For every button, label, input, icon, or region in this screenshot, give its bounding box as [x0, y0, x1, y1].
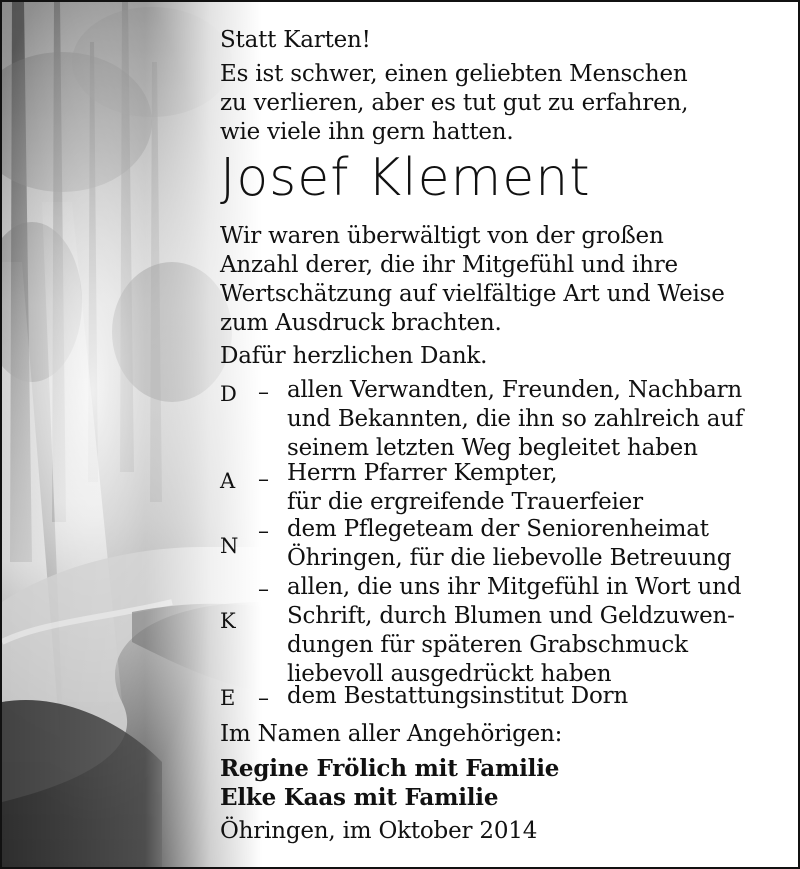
- dank-letter: E: [220, 686, 236, 710]
- dank-dash: –: [258, 577, 269, 602]
- dank-item-line: seinem letzten Weg begleitet haben: [287, 435, 698, 461]
- deceased-name: Josef Klement: [220, 148, 591, 208]
- signer: Elke Kaas mit Familie: [220, 784, 499, 811]
- dank-item-line: dem Bestattungsinstitut Dorn: [287, 683, 629, 709]
- heading-statt-karten: Statt Karten!: [220, 27, 371, 53]
- signoff-intro: Im Namen aller Angehörigen:: [220, 721, 563, 747]
- dank-letter: N: [220, 534, 239, 558]
- thanks-closing: Dafür herzlichen Dank.: [220, 343, 488, 369]
- dank-item-line: und Bekannten, die ihn so zahlreich auf: [287, 406, 744, 432]
- dank-item-line: dungen für späteren Grabschmuck: [287, 632, 688, 658]
- dank-item-line: liebevoll ausgedrückt haben: [287, 661, 612, 687]
- thanks-line: Anzahl derer, die ihr Mitgefühl und ihre: [220, 252, 678, 278]
- dank-item-line: für die ergreifende Trauerfeier: [287, 489, 643, 515]
- dank-dash: –: [258, 380, 269, 405]
- dank-letter: K: [220, 609, 236, 633]
- dank-item-line: Herrn Pfarrer Kempter,: [287, 460, 558, 486]
- dank-item-line: Öhringen, für die liebevolle Betreuung: [287, 545, 732, 571]
- dank-item-line: dem Pflegeteam der Seniorenheimat: [287, 516, 709, 542]
- dank-dash: –: [258, 686, 269, 711]
- intro-line: Es ist schwer, einen geliebten Menschen: [220, 61, 688, 87]
- dank-dash: –: [258, 467, 269, 492]
- thanks-line: Wir waren überwältigt von der großen: [220, 223, 664, 249]
- dank-letter: D: [220, 382, 237, 406]
- dank-dash: –: [258, 519, 269, 544]
- place-date: Öhringen, im Oktober 2014: [220, 818, 538, 844]
- dank-item-line: allen Verwandten, Freunden, Nachbarn: [287, 377, 743, 403]
- intro-line: wie viele ihn gern hatten.: [220, 119, 514, 145]
- thanks-line: zum Ausdruck brachten.: [220, 310, 502, 336]
- dank-item-line: allen, die uns ihr Mitgefühl in Wort und: [287, 574, 742, 600]
- dank-item-line: Schrift, durch Blumen und Geldzuwen-: [287, 603, 735, 629]
- dank-letter: A: [220, 469, 235, 493]
- thanks-line: Wertschätzung auf vielfältige Art und Weise: [220, 281, 725, 307]
- signer: Regine Frölich mit Familie: [220, 755, 560, 782]
- intro-line: zu verlieren, aber es tut gut zu erfahren,: [220, 90, 689, 116]
